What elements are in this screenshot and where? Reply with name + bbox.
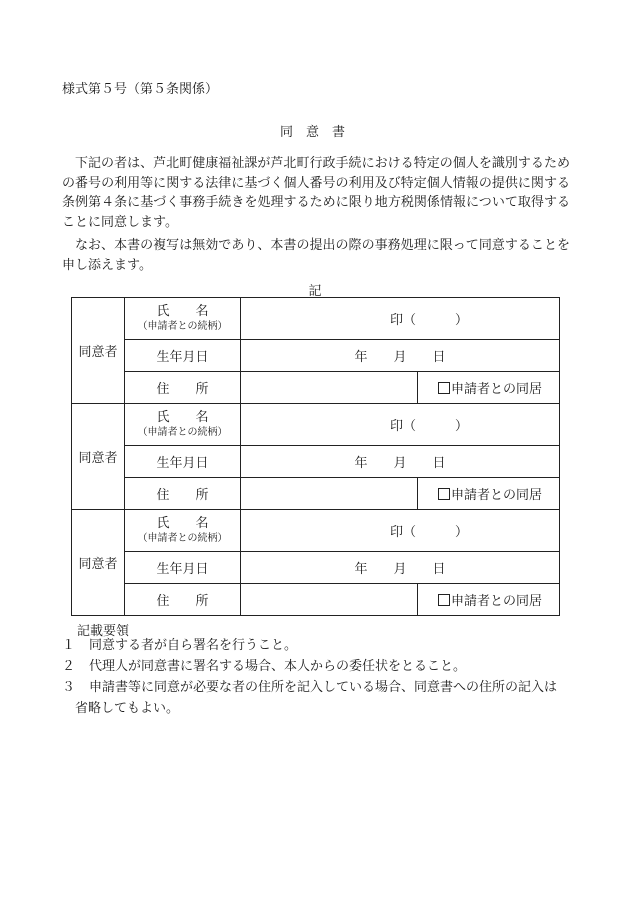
birthdate-label: 生年月日 [125,340,241,372]
consenter-3-name-row [72,510,560,552]
address-label-b: 所 [195,488,209,503]
consenter-1-birth-row [72,340,560,372]
name-label-cell [125,404,241,446]
note-number: ３ [62,680,76,695]
note-text: 申請書等に同意が必要な者の住所を記入している場合、同意書への住所の記入は [89,680,558,695]
consenter-3-address-row [72,584,560,616]
year-label: 年 [354,350,368,365]
address-label-b: 所 [195,594,209,609]
consenter-3-birthdate-field[interactable] [241,552,560,584]
month-label: 月 [393,562,407,577]
document-title: 同意書 [279,125,358,140]
consenter-1-cohabit-option[interactable] [418,372,560,404]
address-label-a: 住 [156,594,170,609]
name-label-cell [125,510,241,552]
cohabit-label: 申請者との同居 [451,594,543,609]
consenter-3-cohabit-option[interactable] [418,584,560,616]
day-label: 日 [432,456,446,471]
cohabit-checkbox[interactable] [438,488,450,500]
address-label [125,584,241,616]
address-label-b: 所 [195,382,209,397]
note-item [62,656,466,677]
cohabit-checkbox[interactable] [438,594,450,606]
note-number: １ [62,638,76,653]
consenter-2-birth-row [72,446,560,478]
day-label: 日 [432,562,446,577]
month-label: 月 [393,456,407,471]
birthdate-label: 生年月日 [125,552,241,584]
address-label [125,478,241,510]
consenter-1-name-row [72,298,560,340]
cohabit-label: 申請者との同居 [451,382,543,397]
copy-invalid-paragraph: なお、本書の複写は無効であり、本書の提出の際の事務処理に限って同意することを申し添えます。 [62,238,570,273]
seal-mark: 印（ ） [390,525,469,540]
note-text: 同意する者が自ら署名を行うこと。 [89,638,298,653]
consenter-3-name-field[interactable] [241,510,560,552]
seal-mark: 印（ ） [390,419,469,434]
consenter-2-address-row [72,478,560,510]
name-label-b: 名 [195,516,209,531]
consenter-2-birthdate-field[interactable] [241,446,560,478]
relation-label: （申請者との続柄） [137,427,228,438]
month-label: 月 [393,350,407,365]
year-label: 年 [354,456,368,471]
note-number: ２ [62,659,76,674]
relation-label: （申請者との続柄） [137,321,228,332]
name-label-b: 名 [195,410,209,425]
consenter-2-name-field[interactable] [241,404,560,446]
name-label-a: 氏 [156,410,170,425]
consenter-1-birthdate-field[interactable] [241,340,560,372]
consenter-3-address-field[interactable] [241,584,418,616]
cohabit-checkbox[interactable] [438,382,450,394]
name-label-b: 名 [195,304,209,319]
consenter-label: 同意者 [72,298,125,404]
relation-label: （申請者との続柄） [137,533,228,544]
name-label-a: 氏 [156,516,170,531]
consenter-label: 同意者 [72,404,125,510]
consenter-1-address-field[interactable] [241,372,418,404]
note-text-continued: 省略してもよい。 [75,701,180,716]
note-item [62,677,574,719]
address-label [125,372,241,404]
address-label-a: 住 [156,382,170,397]
form-number-label: 様式第５号（第５条関係） [62,82,219,97]
note-text: 代理人が同意書に署名する場合、本人からの委任状をとること。 [89,659,467,674]
day-label: 日 [432,350,446,365]
consenter-1-address-row [72,372,560,404]
cohabit-label: 申請者との同居 [451,488,543,503]
consenter-2-cohabit-option[interactable] [418,478,560,510]
consenter-2-name-row [72,404,560,446]
notes-heading: 記載要領 [77,624,130,639]
note-item [62,635,297,656]
consent-statement-paragraph: 下記の者は、芦北町健康福祉課が芦北町行政手続における特定の個人を識別するための番号の利用等に関する法律に基づく個人番号の利用及び特定個人情報の提供に関する条例第４条に基づく事務手続きを処理するために限り地方税関係情報について取得することに同意します。 [62,156,570,230]
consenter-1-name-field[interactable] [241,298,560,340]
ki-heading: 記 [308,284,322,299]
seal-mark: 印（ ） [390,313,469,328]
address-label-a: 住 [156,488,170,503]
consenter-label: 同意者 [72,510,125,616]
name-label-a: 氏 [156,304,170,319]
consenter-3-birth-row [72,552,560,584]
year-label: 年 [354,562,368,577]
consenter-table [71,297,560,616]
name-label-cell [125,298,241,340]
consenter-2-address-field[interactable] [241,478,418,510]
birthdate-label: 生年月日 [125,446,241,478]
